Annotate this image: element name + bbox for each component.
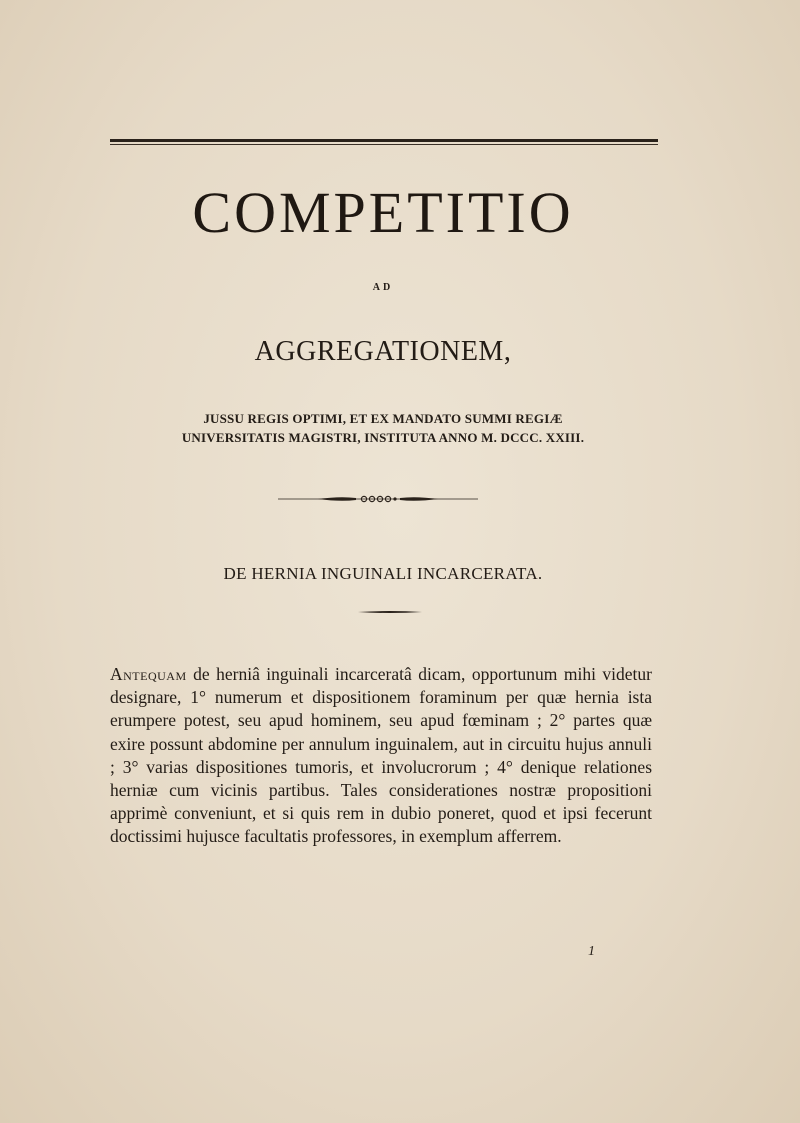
page-subtitle: AGGREGATIONEM, [254, 336, 512, 367]
decree-line-2: UNIVERSITATIS MAGISTRI, INSTITUTA ANNO M. DCCC. XXIII. [181, 430, 585, 445]
page-title: COMPETITIO [192, 180, 574, 245]
ad-label: AD [372, 282, 394, 293]
top-double-rule [110, 139, 658, 146]
page-number: 1 [588, 944, 595, 959]
decree-text [0, 409, 766, 447]
section-title: DE HERNIA INGUINALI INCARCERATA. [223, 564, 543, 583]
top-rule-thin [110, 144, 658, 145]
ornament-divider-icon [278, 494, 478, 504]
body-text-rest: de herniâ inguinali incarceratâ dicam, opportunum mihi videtur designare, 1° numerum et dispositionem foraminum per quæ hernia ista erumpere potest, seu apud hominem, seu apud fœminam ; 2° partes quæ exire possunt abdomine per annulum inguinalem, aut in circuitu hujus annuli ; 3° varias dispositiones tumoris, et involucrorum ; 4° denique relationes herniæ cum vicinis partibus. Tales considerationes nostræ propositioni apprimè conveniunt, et si quis rem in dubio poneret, quod et ipsi fecerunt doctissimi hujusce facultatis professores, in exemplum afferrem. [110, 664, 652, 847]
decree-line-1: JUSSU REGIS OPTIMI, ET EX MANDATO SUMMI REGIÆ [203, 411, 563, 426]
small-divider-icon [358, 610, 422, 614]
body-paragraph [110, 663, 652, 849]
top-rule-thick [110, 139, 658, 142]
body-first-word: Antequam [110, 664, 187, 684]
